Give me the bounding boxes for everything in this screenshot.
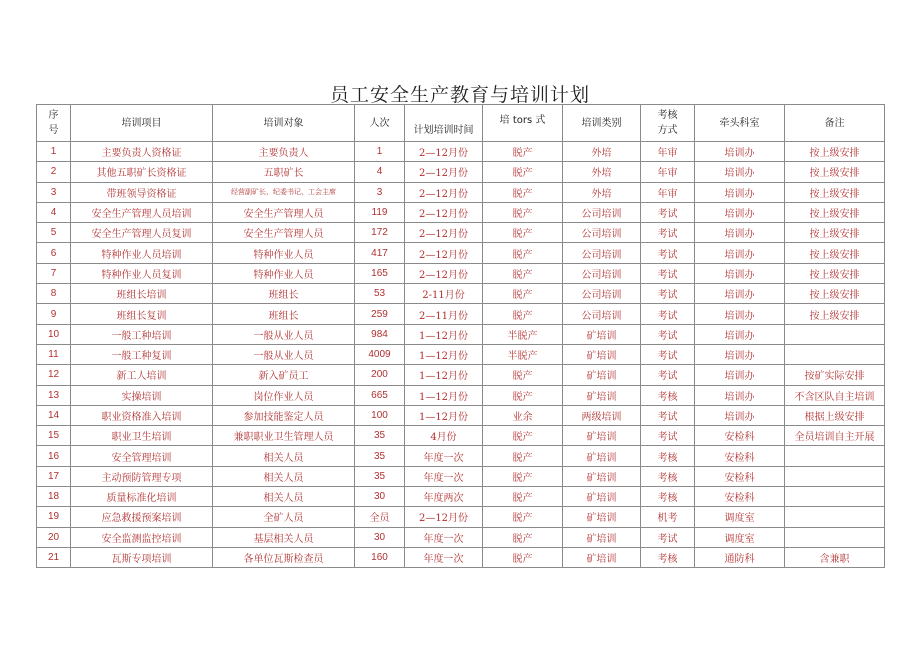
training-target-cell: 基层相关人员 — [213, 527, 355, 547]
training-form-cell: 脱产 — [483, 527, 563, 547]
row-no-cell: 17 — [37, 466, 71, 486]
remark-cell: 含兼职 — [785, 547, 885, 567]
table-row — [37, 182, 885, 202]
person-count-cell: 160 — [355, 547, 405, 567]
person-count-cell: 35 — [355, 426, 405, 446]
lead-department-cell: 培训办 — [695, 243, 785, 263]
header-form: 培 tors 式 — [483, 105, 563, 142]
person-count-cell: 3 — [355, 182, 405, 202]
planned-time-cell: 1—12月份 — [405, 344, 483, 364]
training-item-cell: 带班领导资格证 — [71, 182, 213, 202]
row-no-cell: 13 — [37, 385, 71, 405]
person-count-cell: 119 — [355, 202, 405, 222]
row-no-cell: 9 — [37, 304, 71, 324]
person-count-cell: 30 — [355, 527, 405, 547]
training-item-cell: 一般工种复训 — [71, 344, 213, 364]
table-row — [37, 202, 885, 222]
person-count-cell: 665 — [355, 385, 405, 405]
training-category-cell: 矿培训 — [563, 547, 641, 567]
assessment-mode-cell: 考试 — [641, 365, 695, 385]
table-row — [37, 547, 885, 567]
assessment-mode-cell: 考核 — [641, 547, 695, 567]
planned-time-cell: 2—12月份 — [405, 243, 483, 263]
person-count-cell: 全员 — [355, 507, 405, 527]
assessment-mode-cell: 考试 — [641, 243, 695, 263]
person-count-cell: 53 — [355, 284, 405, 304]
person-count-cell: 30 — [355, 487, 405, 507]
assessment-mode-cell: 考试 — [641, 223, 695, 243]
row-no-cell: 5 — [37, 223, 71, 243]
planned-time-cell: 年度一次 — [405, 446, 483, 466]
training-category-cell: 矿培训 — [563, 527, 641, 547]
training-item-cell: 安全生产管理人员复训 — [71, 223, 213, 243]
training-item-cell: 一般工种培训 — [71, 324, 213, 344]
remark-cell: 按上级安排 — [785, 182, 885, 202]
assessment-mode-cell: 考试 — [641, 527, 695, 547]
training-form-cell: 脱产 — [483, 284, 563, 304]
remark-cell: 按上级安排 — [785, 243, 885, 263]
training-target-cell: 各单位瓦斯检查员 — [213, 547, 355, 567]
remark-cell: 按上级安排 — [785, 142, 885, 162]
training-item-cell: 应急救援预案培训 — [71, 507, 213, 527]
person-count-cell: 172 — [355, 223, 405, 243]
training-target-cell: 全矿人员 — [213, 507, 355, 527]
assessment-mode-cell: 考试 — [641, 405, 695, 425]
assessment-mode-cell: 考核 — [641, 487, 695, 507]
planned-time-cell: 2—11月份 — [405, 304, 483, 324]
row-no-cell: 19 — [37, 507, 71, 527]
person-count-cell: 417 — [355, 243, 405, 263]
training-item-cell: 安全管理培训 — [71, 446, 213, 466]
training-target-cell: 主要负责人 — [213, 142, 355, 162]
training-category-cell: 公司培训 — [563, 284, 641, 304]
training-target-cell: 新入矿员工 — [213, 365, 355, 385]
assessment-mode-cell: 年审 — [641, 182, 695, 202]
training-target-cell: 兼职职业卫生管理人员 — [213, 426, 355, 446]
lead-department-cell: 培训办 — [695, 304, 785, 324]
training-category-cell: 矿培训 — [563, 385, 641, 405]
lead-department-cell: 安检科 — [695, 446, 785, 466]
remark-cell: 根据上级安排 — [785, 405, 885, 425]
person-count-cell: 200 — [355, 365, 405, 385]
remark-cell: 按上级安排 — [785, 284, 885, 304]
lead-department-cell: 培训办 — [695, 142, 785, 162]
planned-time-cell: 年度两次 — [405, 487, 483, 507]
assessment-mode-cell: 考核 — [641, 446, 695, 466]
header-dept: 牵头科室 — [695, 105, 785, 142]
person-count-cell: 35 — [355, 466, 405, 486]
training-target-cell: 班组长 — [213, 304, 355, 324]
assessment-mode-cell: 考试 — [641, 344, 695, 364]
training-category-cell: 公司培训 — [563, 243, 641, 263]
table-row — [37, 223, 885, 243]
remark-cell — [785, 527, 885, 547]
lead-department-cell: 培训办 — [695, 385, 785, 405]
lead-department-cell: 安检科 — [695, 487, 785, 507]
lead-department-cell: 培训办 — [695, 202, 785, 222]
training-item-cell: 安全生产管理人员培训 — [71, 202, 213, 222]
lead-department-cell: 培训办 — [695, 162, 785, 182]
remark-cell — [785, 487, 885, 507]
training-form-cell: 脱产 — [483, 243, 563, 263]
training-target-cell: 相关人员 — [213, 487, 355, 507]
table-row — [37, 162, 885, 182]
planned-time-cell: 2—12月份 — [405, 263, 483, 283]
training-category-cell: 矿培训 — [563, 487, 641, 507]
lead-department-cell: 培训办 — [695, 263, 785, 283]
person-count-cell: 1 — [355, 142, 405, 162]
planned-time-cell: 1—12月份 — [405, 385, 483, 405]
training-target-cell: 班组长 — [213, 284, 355, 304]
training-target-cell: 相关人员 — [213, 446, 355, 466]
planned-time-cell: 2—12月份 — [405, 507, 483, 527]
lead-department-cell: 培训办 — [695, 405, 785, 425]
table-row — [37, 487, 885, 507]
table-row — [37, 527, 885, 547]
training-form-cell: 半脱产 — [483, 324, 563, 344]
training-form-cell: 脱产 — [483, 142, 563, 162]
training-category-cell: 矿培训 — [563, 324, 641, 344]
training-item-cell: 质量标准化培训 — [71, 487, 213, 507]
assessment-mode-cell: 年审 — [641, 162, 695, 182]
row-no-cell: 8 — [37, 284, 71, 304]
training-category-cell: 公司培训 — [563, 304, 641, 324]
lead-department-cell: 培训办 — [695, 223, 785, 243]
remark-cell — [785, 446, 885, 466]
planned-time-cell: 1—12月份 — [405, 324, 483, 344]
lead-department-cell: 调度室 — [695, 527, 785, 547]
training-item-cell: 职业资格准入培训 — [71, 405, 213, 425]
training-category-cell: 外培 — [563, 162, 641, 182]
training-category-cell: 公司培训 — [563, 223, 641, 243]
table-row — [37, 344, 885, 364]
lead-department-cell: 培训办 — [695, 324, 785, 344]
table-row — [37, 324, 885, 344]
row-no-cell: 4 — [37, 202, 71, 222]
row-no-cell: 15 — [37, 426, 71, 446]
training-form-cell: 脱产 — [483, 365, 563, 385]
assessment-mode-cell: 考试 — [641, 304, 695, 324]
training-form-cell: 脱产 — [483, 304, 563, 324]
training-item-cell: 特种作业人员复训 — [71, 263, 213, 283]
training-category-cell: 公司培训 — [563, 263, 641, 283]
planned-time-cell: 年度一次 — [405, 547, 483, 567]
assessment-mode-cell: 考核 — [641, 466, 695, 486]
remark-cell — [785, 466, 885, 486]
training-category-cell: 矿培训 — [563, 344, 641, 364]
planned-time-cell: 2—12月份 — [405, 162, 483, 182]
training-form-cell: 脱产 — [483, 182, 563, 202]
remark-cell — [785, 344, 885, 364]
table-row — [37, 446, 885, 466]
training-target-cell: 一般从业人员 — [213, 344, 355, 364]
training-form-cell: 脱产 — [483, 162, 563, 182]
training-target-cell: 相关人员 — [213, 466, 355, 486]
table-row — [37, 426, 885, 446]
planned-time-cell: 2-11月份 — [405, 284, 483, 304]
planned-time-cell: 1—12月份 — [405, 405, 483, 425]
training-category-cell: 矿培训 — [563, 507, 641, 527]
training-form-cell: 半脱产 — [483, 344, 563, 364]
person-count-cell: 4009 — [355, 344, 405, 364]
remark-cell: 不含区队自主培训 — [785, 385, 885, 405]
training-form-cell: 脱产 — [483, 446, 563, 466]
planned-time-cell: 2—12月份 — [405, 142, 483, 162]
row-no-cell: 7 — [37, 263, 71, 283]
training-target-cell: 一般从业人员 — [213, 324, 355, 344]
planned-time-cell: 2—12月份 — [405, 182, 483, 202]
assessment-mode-cell: 机考 — [641, 507, 695, 527]
planned-time-cell: 1—12月份 — [405, 365, 483, 385]
table-row — [37, 263, 885, 283]
assessment-mode-cell: 年审 — [641, 142, 695, 162]
header-target: 培训对象 — [213, 105, 355, 142]
lead-department-cell: 培训办 — [695, 344, 785, 364]
row-no-cell: 18 — [37, 487, 71, 507]
row-no-cell: 20 — [37, 527, 71, 547]
training-category-cell: 矿培训 — [563, 466, 641, 486]
lead-department-cell: 安检科 — [695, 466, 785, 486]
row-no-cell: 1 — [37, 142, 71, 162]
header-no: 序 号 — [37, 105, 71, 142]
training-form-cell: 脱产 — [483, 263, 563, 283]
lead-department-cell: 通防科 — [695, 547, 785, 567]
training-target-cell: 五职矿长 — [213, 162, 355, 182]
person-count-cell: 4 — [355, 162, 405, 182]
training-form-cell: 脱产 — [483, 507, 563, 527]
lead-department-cell: 培训办 — [695, 182, 785, 202]
remark-cell: 按矿实际安排 — [785, 365, 885, 385]
training-form-cell: 脱产 — [483, 487, 563, 507]
training-form-cell: 脱产 — [483, 426, 563, 446]
person-count-cell: 35 — [355, 446, 405, 466]
training-item-cell: 职业卫生培训 — [71, 426, 213, 446]
assessment-mode-cell: 考试 — [641, 324, 695, 344]
training-category-cell: 两级培训 — [563, 405, 641, 425]
person-count-cell: 984 — [355, 324, 405, 344]
assessment-mode-cell: 考核 — [641, 385, 695, 405]
row-no-cell: 6 — [37, 243, 71, 263]
training-item-cell: 班组长培训 — [71, 284, 213, 304]
training-item-cell: 特种作业人员培训 — [71, 243, 213, 263]
row-no-cell: 11 — [37, 344, 71, 364]
header-item: 培训项目 — [71, 105, 213, 142]
table-row — [37, 284, 885, 304]
header-mode: 考核 方式 — [641, 105, 695, 142]
table-row — [37, 304, 885, 324]
training-target-cell: 经营副矿长、纪委书记、工会主席 — [213, 182, 355, 202]
planned-time-cell: 4月份 — [405, 426, 483, 446]
row-no-cell: 16 — [37, 446, 71, 466]
table-row — [37, 507, 885, 527]
header-note: 备注 — [785, 105, 885, 142]
training-item-cell: 实操培训 — [71, 385, 213, 405]
training-form-cell: 脱产 — [483, 466, 563, 486]
planned-time-cell: 年度一次 — [405, 466, 483, 486]
page-title: 员工安全生产教育与培训计划 — [329, 84, 590, 106]
table-body — [37, 142, 885, 568]
assessment-mode-cell: 考试 — [641, 284, 695, 304]
training-item-cell: 其他五职矿长资格证 — [71, 162, 213, 182]
header-category: 培训类别 — [563, 105, 641, 142]
remark-cell: 按上级安排 — [785, 162, 885, 182]
training-category-cell: 矿培训 — [563, 426, 641, 446]
remark-cell — [785, 324, 885, 344]
training-item-cell: 主要负责人资格证 — [71, 142, 213, 162]
training-item-cell: 安全监测监控培训 — [71, 527, 213, 547]
lead-department-cell: 培训办 — [695, 284, 785, 304]
lead-department-cell: 安检科 — [695, 426, 785, 446]
training-target-cell: 参加技能鉴定人员 — [213, 405, 355, 425]
planned-time-cell: 2—12月份 — [405, 223, 483, 243]
row-no-cell: 10 — [37, 324, 71, 344]
table-row — [37, 405, 885, 425]
training-form-cell: 脱产 — [483, 223, 563, 243]
training-form-cell: 脱产 — [483, 202, 563, 222]
training-item-cell: 主动预防管理专项 — [71, 466, 213, 486]
person-count-cell: 100 — [355, 405, 405, 425]
remark-cell: 按上级安排 — [785, 202, 885, 222]
training-target-cell: 安全生产管理人员 — [213, 223, 355, 243]
header-count: 人次 — [355, 105, 405, 142]
training-form-cell: 脱产 — [483, 547, 563, 567]
training-target-cell: 特种作业人员 — [213, 243, 355, 263]
remark-cell — [785, 507, 885, 527]
row-no-cell: 2 — [37, 162, 71, 182]
training-item-cell: 班组长复训 — [71, 304, 213, 324]
training-target-cell: 特种作业人员 — [213, 263, 355, 283]
training-category-cell: 外培 — [563, 182, 641, 202]
row-no-cell: 3 — [37, 182, 71, 202]
row-no-cell: 21 — [37, 547, 71, 567]
training-form-cell: 脱产 — [483, 385, 563, 405]
row-no-cell: 12 — [37, 365, 71, 385]
training-target-cell: 岗位作业人员 — [213, 385, 355, 405]
assessment-mode-cell: 考试 — [641, 426, 695, 446]
planned-time-cell: 2—12月份 — [405, 202, 483, 222]
assessment-mode-cell: 考试 — [641, 263, 695, 283]
assessment-mode-cell: 考试 — [641, 202, 695, 222]
remark-cell: 全员培训自主开展 — [785, 426, 885, 446]
table-row — [37, 466, 885, 486]
training-category-cell: 外培 — [563, 142, 641, 162]
training-plan-table — [36, 104, 885, 568]
lead-department-cell: 调度室 — [695, 507, 785, 527]
person-count-cell: 165 — [355, 263, 405, 283]
person-count-cell: 259 — [355, 304, 405, 324]
training-item-cell: 新工人培训 — [71, 365, 213, 385]
training-category-cell: 公司培训 — [563, 202, 641, 222]
lead-department-cell: 培训办 — [695, 365, 785, 385]
table-row — [37, 385, 885, 405]
row-no-cell: 14 — [37, 405, 71, 425]
table-row — [37, 243, 885, 263]
table-row — [37, 365, 885, 385]
training-category-cell: 矿培训 — [563, 446, 641, 466]
training-item-cell: 瓦斯专项培训 — [71, 547, 213, 567]
planned-time-cell: 年度一次 — [405, 527, 483, 547]
training-target-cell: 安全生产管理人员 — [213, 202, 355, 222]
remark-cell: 按上级安排 — [785, 263, 885, 283]
table-header-row — [37, 105, 885, 142]
remark-cell: 按上级安排 — [785, 304, 885, 324]
remark-cell: 按上级安排 — [785, 223, 885, 243]
table-row — [37, 142, 885, 162]
training-category-cell: 矿培训 — [563, 365, 641, 385]
header-time: 计划培训时间 — [405, 105, 483, 142]
training-form-cell: 业余 — [483, 405, 563, 425]
